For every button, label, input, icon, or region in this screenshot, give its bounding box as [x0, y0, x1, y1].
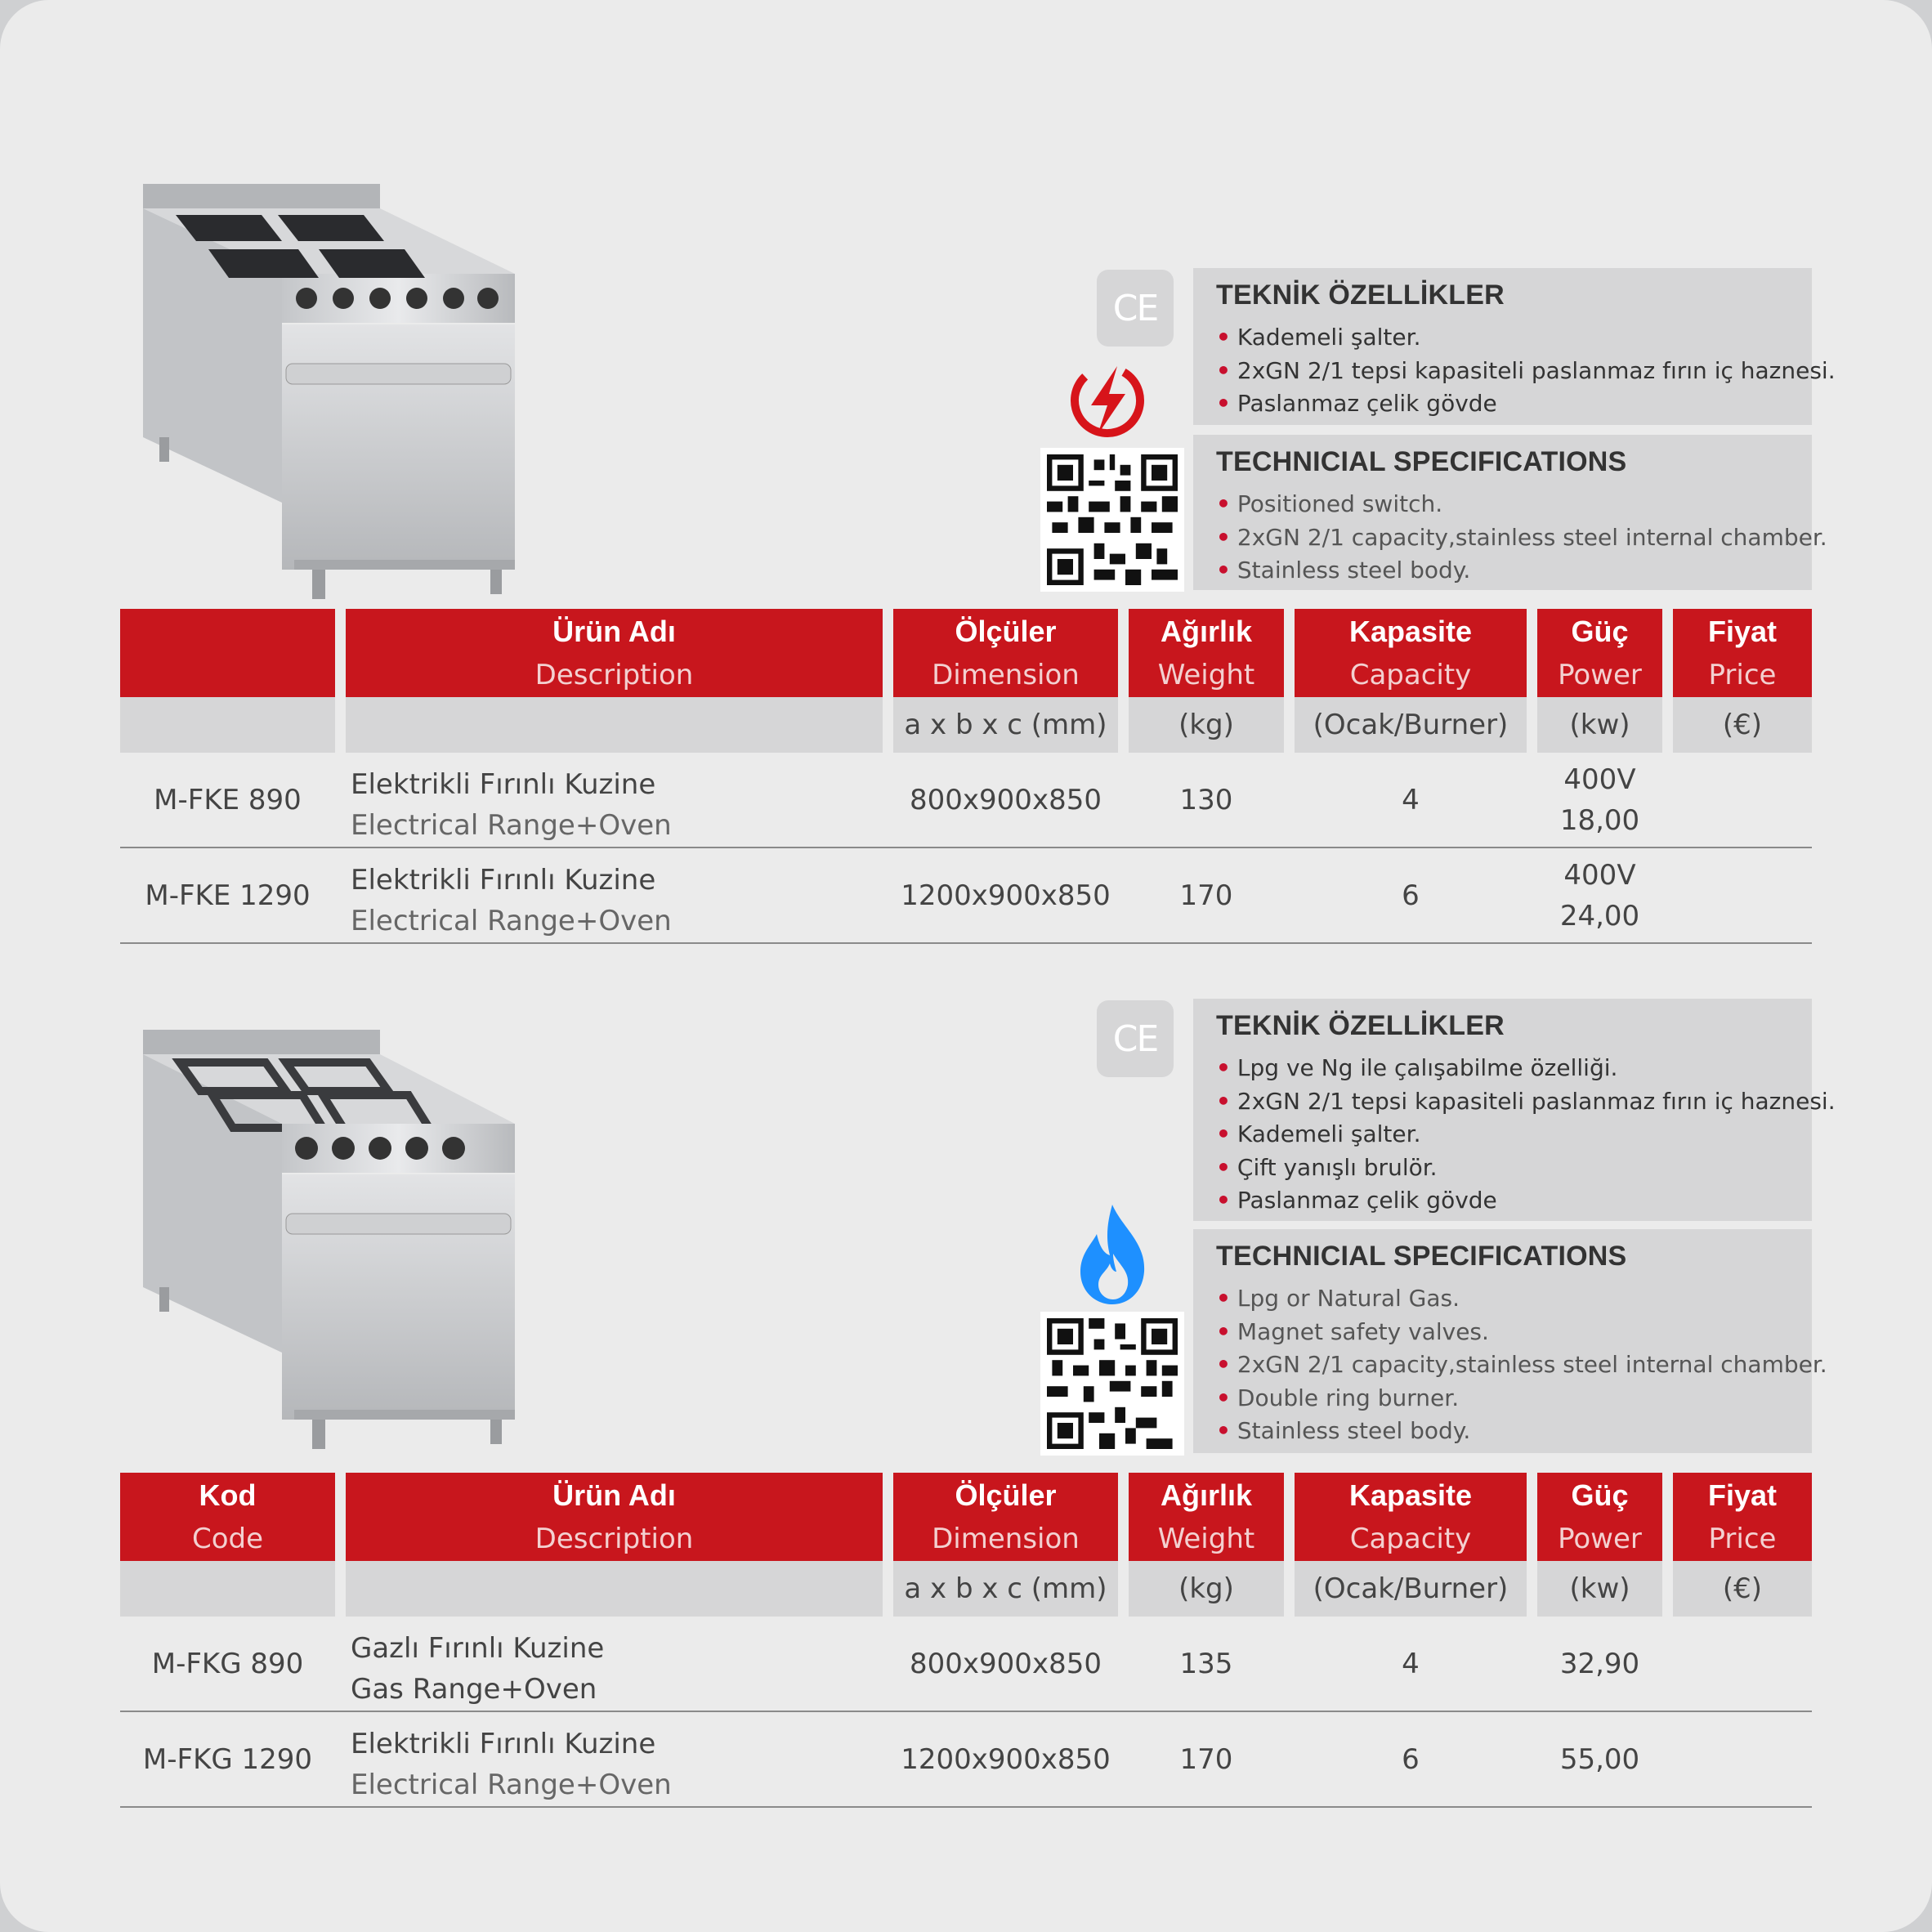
dimension-cell: 1200x900x850 — [901, 879, 1111, 912]
spec-item: • Double ring burner. — [1216, 1382, 1789, 1415]
header-price: Fiyat Price — [1673, 1473, 1812, 1561]
spec-item: • 2xGN 2/1 tepsi kapasiteli paslanmaz fırın iç haznesi. — [1216, 355, 1789, 388]
code-cell: M-FKE 1290 — [145, 879, 311, 912]
power-cell: 400V 18,00 — [1559, 763, 1640, 837]
power-cell: 55,00 — [1559, 1742, 1640, 1776]
unit-cell: (kw) — [1537, 697, 1662, 753]
table-header-row — [120, 609, 1812, 697]
spec-item: • Magnet safety valves. — [1216, 1316, 1789, 1349]
dimension-cell: 800x900x850 — [910, 1647, 1102, 1680]
spec-item: • 2xGN 2/1 tepsi kapasiteli paslanmaz fırın iç haznesi. — [1216, 1085, 1789, 1119]
ce-mark-icon: CE — [1097, 1000, 1174, 1077]
header-description: Ürün Adı Description — [346, 1473, 883, 1561]
table-row — [120, 753, 1812, 848]
spec-item: • Kademeli şalter. — [1216, 321, 1789, 355]
table-units-row — [120, 697, 1812, 753]
price-cell — [1673, 753, 1812, 847]
header-description: Ürün Adı Description — [346, 609, 883, 697]
spec-item: • Stainless steel body. — [1216, 554, 1789, 588]
spec-item: • Lpg ve Ng ile çalışabilme özelliği. — [1216, 1052, 1789, 1085]
unit-cell: (€) — [1673, 1561, 1812, 1617]
header-code — [120, 609, 335, 697]
header-dimension: Ölçüler Dimension — [893, 1473, 1118, 1561]
price-cell — [1673, 848, 1812, 942]
unit-cell — [346, 697, 883, 753]
electric-lightning-icon — [1067, 360, 1148, 441]
spec-title: TECHNICIAL SPECIFICATIONS — [1216, 446, 1627, 477]
price-cell — [1673, 1617, 1812, 1711]
product-table-electric — [120, 609, 1812, 944]
gas-range-oven-image — [131, 1026, 523, 1451]
header-capacity: Kapasite Capacity — [1295, 1473, 1527, 1561]
header-weight: Ağırlık Weight — [1129, 1473, 1284, 1561]
technical-specs-en — [1193, 1229, 1827, 1453]
header-code: Kod Code — [120, 1473, 335, 1561]
header-dimension: Ölçüler Dimension — [893, 609, 1118, 697]
unit-cell: a x b x c (mm) — [893, 697, 1118, 753]
unit-cell: (kg) — [1129, 697, 1284, 753]
power-cell: 400V 24,00 — [1559, 858, 1640, 932]
dimension-cell: 1200x900x850 — [901, 1742, 1111, 1776]
unit-cell: (kw) — [1537, 1561, 1662, 1617]
qr-code-icon — [1040, 1312, 1184, 1456]
technical-specs-tr — [1193, 999, 1836, 1221]
spec-item: • 2xGN 2/1 capacity,stainless steel internal chamber. — [1216, 521, 1789, 555]
spec-list — [1216, 1052, 1836, 1218]
unit-cell — [120, 1561, 335, 1617]
weight-cell: 130 — [1179, 783, 1233, 816]
capacity-cell: 4 — [1402, 1647, 1420, 1680]
technical-specs-en — [1193, 435, 1827, 590]
description-cell: Elektrikli Fırınlı Kuzine Electrical Range+Oven — [351, 1728, 672, 1801]
product-table-gas — [120, 1473, 1812, 1808]
electric-range-oven-image — [131, 176, 523, 601]
unit-cell: a x b x c (mm) — [893, 1561, 1118, 1617]
spec-item: • Lpg or Natural Gas. — [1216, 1282, 1789, 1316]
capacity-cell: 6 — [1402, 879, 1420, 912]
table-units-row — [120, 1561, 1812, 1617]
spec-item: • Kademeli şalter. — [1216, 1118, 1789, 1152]
code-cell: M-FKG 890 — [151, 1647, 304, 1680]
unit-cell: (€) — [1673, 697, 1812, 753]
table-header-row — [120, 1473, 1812, 1561]
power-cell: 32,90 — [1559, 1647, 1640, 1680]
spec-list — [1216, 1282, 1827, 1448]
description-cell: Elektrikli Fırınlı Kuzine Electrical Range+Oven — [351, 864, 672, 937]
table-row — [120, 1617, 1812, 1712]
weight-cell: 170 — [1179, 879, 1233, 912]
capacity-cell: 6 — [1402, 1742, 1420, 1776]
capacity-cell: 4 — [1402, 783, 1420, 816]
qr-code-icon — [1040, 448, 1184, 592]
unit-cell: (Ocak/Burner) — [1295, 1561, 1527, 1617]
weight-cell: 170 — [1179, 1742, 1233, 1776]
spec-item: • Çift yanışlı brulör. — [1216, 1152, 1789, 1185]
unit-cell: (Ocak/Burner) — [1295, 697, 1527, 753]
weight-cell: 135 — [1179, 1647, 1233, 1680]
spec-list — [1216, 488, 1827, 588]
code-cell: M-FKE 890 — [154, 783, 302, 816]
spec-title: TECHNICIAL SPECIFICATIONS — [1216, 1241, 1627, 1272]
spec-item: • Stainless steel body. — [1216, 1415, 1789, 1448]
technical-specs-tr — [1193, 268, 1836, 425]
spec-title: TEKNİK ÖZELLİKLER — [1216, 280, 1505, 311]
spec-list — [1216, 321, 1836, 421]
unit-cell — [346, 1561, 883, 1617]
header-power: Güç Power — [1537, 609, 1662, 697]
table-row — [120, 1712, 1812, 1808]
spec-item: • Positioned switch. — [1216, 488, 1789, 521]
header-capacity: Kapasite Capacity — [1295, 609, 1527, 697]
ce-mark-icon: CE — [1097, 270, 1174, 347]
unit-cell — [120, 697, 335, 753]
table-row — [120, 848, 1812, 944]
spec-item: • 2xGN 2/1 capacity,stainless steel internal chamber. — [1216, 1348, 1789, 1382]
description-cell: Elektrikli Fırınlı Kuzine Electrical Range+Oven — [351, 768, 672, 842]
spec-item: • Paslanmaz çelik gövde — [1216, 387, 1789, 421]
price-cell — [1673, 1712, 1812, 1806]
header-price: Fiyat Price — [1673, 609, 1812, 697]
header-weight: Ağırlık Weight — [1129, 609, 1284, 697]
unit-cell: (kg) — [1129, 1561, 1284, 1617]
dimension-cell: 800x900x850 — [910, 783, 1102, 816]
header-power: Güç Power — [1537, 1473, 1662, 1561]
gas-flame-icon — [1077, 1203, 1147, 1306]
spec-title: TEKNİK ÖZELLİKLER — [1216, 1010, 1505, 1041]
code-cell: M-FKG 1290 — [142, 1742, 313, 1776]
description-cell: Gazlı Fırınlı Kuzine Gas Range+Oven — [351, 1632, 605, 1706]
spec-item: • Paslanmaz çelik gövde — [1216, 1184, 1789, 1218]
